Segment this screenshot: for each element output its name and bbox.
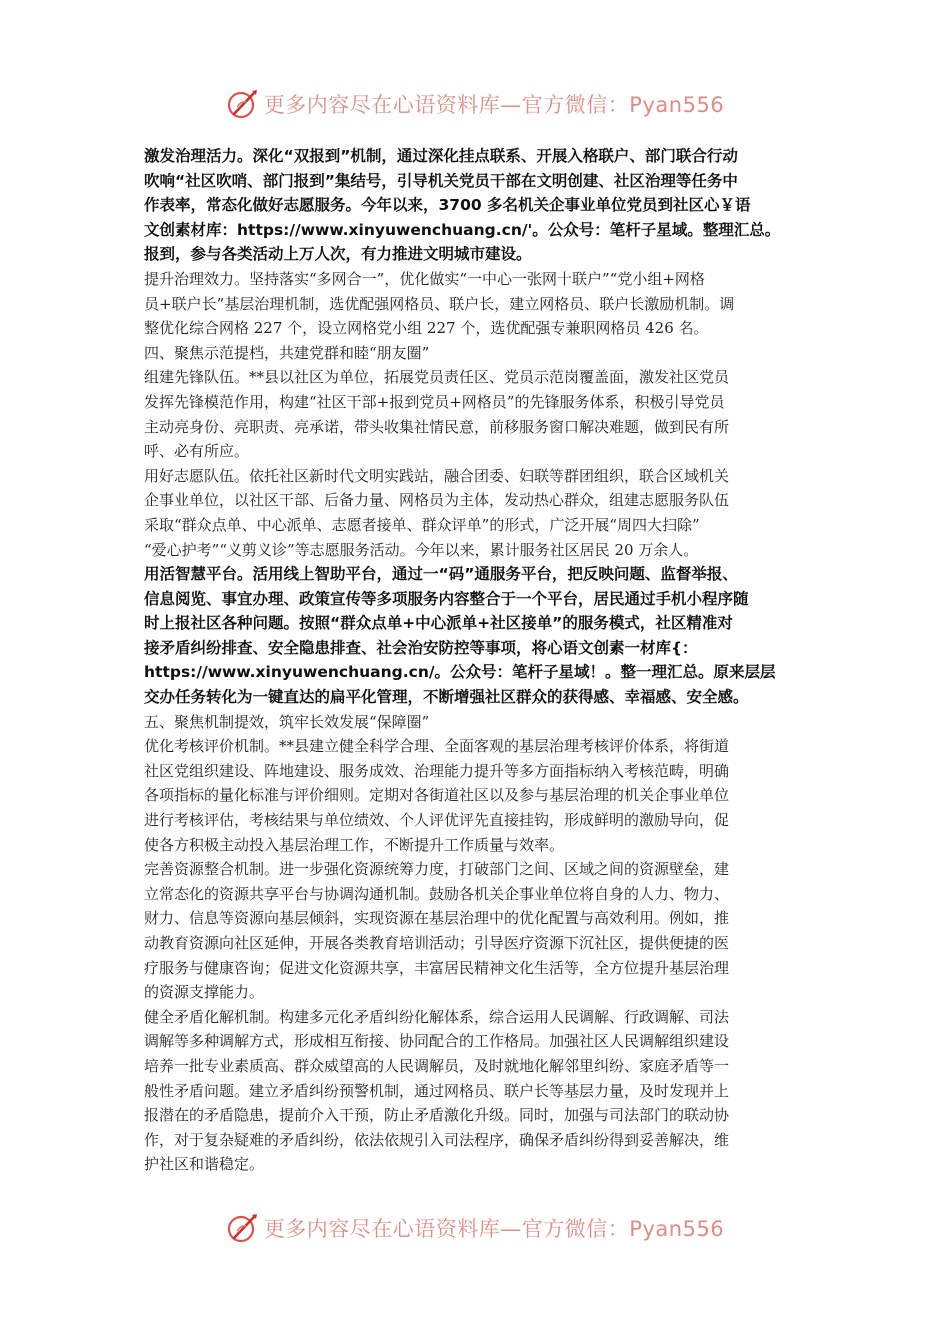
watermark-text: 更多内容尽在心语资料库—官方微信：Pyan556	[263, 93, 725, 117]
paragraph: 提升治理效力。坚持落实“多网合一”，优化做实“一中心一张网十联户”“党小组+网格 员+联户长”基层治理机制，选优配强网格员、联户长，建立网格员、联户长激励机制。调 整优化综合网格 227 个，设立网格党小组 227 个，选优配强专兼职网格员 426 名。	[144, 269, 735, 338]
pen-logo-icon	[226, 87, 260, 121]
paragraph: 五、聚焦机制提效，筑牢长效发展“保障圈”	[144, 712, 430, 731]
paragraph: 激发治理活力。深化“双报到”机制，通过深化挂点联系、开展入格联户、部门联合行动 吹响“社区吹哨、部门报到”集结号，引导机关党员干部在文明创建、社区治理等任务中 作表率，常态化做好志愿服务。今年以来，3700 多名机关企事业单位党员到社区心￥语 文创素材库：https://www.xinyuwenchuang.cn/'。公众号：笔杆子星域。整理汇总。 报到，参与各类活动上万人次，有力推进文明城市建设。	[144, 147, 781, 264]
paragraph: 完善资源整合机制。进一步强化资源统筹力度，打破部门之间、区域之间的资源壁垒，建 立常态化的资源共享平台与协调沟通机制。鼓励各机关企事业单位将自身的人力、物力、 财力、信息等资源向基层倾斜，实现资源在基层治理中的优化配置与高效利用。例如，推 动教育资源向社区延伸，开展各类教育培训活动；引导医疗资源下沉社区，提供便捷的医 疗服务与健康咨询；促进文化资源共享，丰富居民精神文化生活等，全方位提升基层治理 的资源支撑能力。	[144, 860, 730, 1002]
paragraph: 健全矛盾化解机制。构建多元化矛盾纠纷化解体系，综合运用人民调解、行政调解、司法 调解等多种调解方式，形成相互衔接、协同配合的工作格局。加强社区人民调解组织建设 培养一批专业素质高、群众威望高的人民调解员，及时就地化解邻里纠纷、家庭矛盾等一 般性矛盾问题。建立矛盾纠纷预警机制，通过网格员、联户长等基层力量，及时发现并上 报潜在的矛盾隐患，提前介入干预，防止矛盾激化升级。同时，加强与司法部门的联动协 作，对于复杂疑难的矛盾纠纷，依法依规引入司法程序，确保矛盾纠纷得到妥善解决，维 护社区和谐稳定。	[144, 1007, 730, 1174]
footer-watermark-banner	[0, 1208, 950, 1248]
paragraph: 优化考核评价机制。**县建立健全科学合理、全面客观的基层治理考核评价体系，将街道 社区党组织建设、阵地建设、服务成效、治理能力提升等多方面指标纳入考核范畴，明确 各项指标的量化标准与评价细则。定期对各街道社区以及参与基层治理的机关企事业单位 进行考核评估，考核结果与单位绩效、个人评优评先直接挂钩，形成鲜明的激励导向，促 使各方积极主动投入基层治理工作，不断提升工作质量与效率。	[144, 737, 730, 854]
paragraph: 四、聚焦示范提档，共建党群和睦“朋友圈”	[144, 343, 430, 362]
header-watermark-banner	[0, 84, 950, 124]
pen-logo-icon	[226, 1211, 260, 1245]
paragraph: 用活智慧平台。活用线上智助平台，通过一“码”通服务平台，把反映问题、监督举报、 信息阅览、事宜办理、政策宣传等多项服务内容整合于一个平台，居民通过手机小程序随 时上报社区各种问题。按照“群众点单+中心派单+社区接单”的服务模式，社区精准对 接矛盾纠纷排查、安全隐患排查、社会治安防控等事项，将心语文创素一材库{： https://www.xinyuwenchuang.cn/。公众号：笔杆子星域！。整一理汇总。原来层层 交办任务转化为一键直达的扁平化管理，不断增强社区群众的获得感、幸福感、安全感。	[144, 565, 776, 707]
watermark-text: 更多内容尽在心语资料库—官方微信：Pyan556	[263, 1217, 725, 1241]
document-body	[144, 144, 808, 1177]
paragraph: 组建先锋队伍。**县以社区为单位，拓展党员责任区、党员示范岗覆盖面，激发社区党员 发挥先锋模范作用，构建“社区干部+报到党员+网格员”的先锋服务体系，积极引导党员 主动亮身份、亮职责、亮承诺，带头收集社情民意，前移服务窗口解决难题，做到民有所 呼、必有所应。	[144, 368, 730, 461]
paragraph: 用好志愿队伍。依托社区新时代文明实践站，融合团委、妇联等群团组织，联合区域机关 企事业单位，以社区干部、后备力量、网格员为主体，发动热心群众，组建志愿服务队伍 采取“群众点单、中心派单、志愿者接单、群众评单”的形式，广泛开展“周四大扫除” “爱心护考”“义剪义诊”等志愿服务活动。今年以来，累计服务社区居民 20 万余人。	[144, 466, 730, 559]
